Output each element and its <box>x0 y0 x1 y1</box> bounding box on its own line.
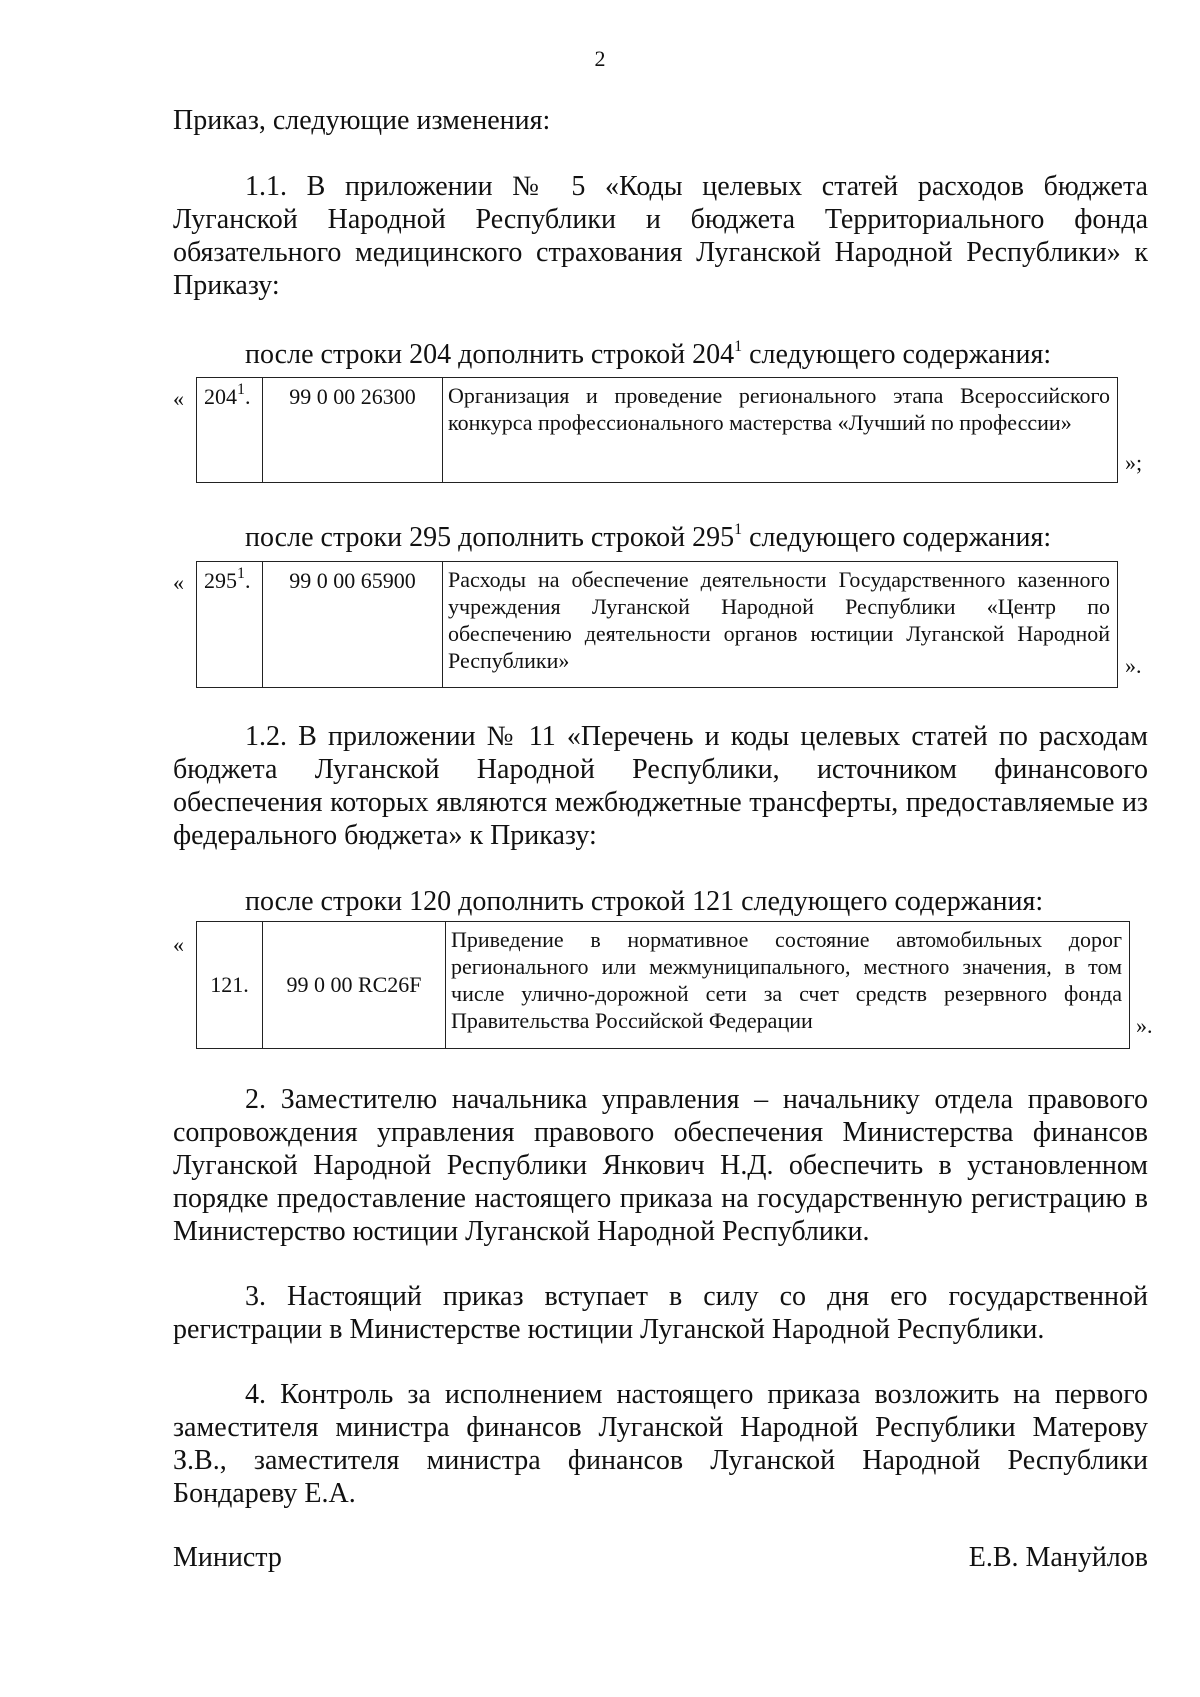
insert-1-lead-text: после строки 204 дополнить строкой 204 <box>245 339 735 370</box>
intro-line: Приказ, следующие изменения: <box>173 105 551 136</box>
insert-3-open-quote: « <box>173 932 184 957</box>
insert-1-table <box>196 377 1118 483</box>
insert-2-lead <box>245 521 1051 554</box>
insert-2-table <box>196 561 1118 688</box>
insert-3-lead: после строки 120 дополнить строкой 121 следующего содержания: <box>245 886 1044 917</box>
code-cell: 99 0 00 65900 <box>263 562 443 688</box>
paragraph-2: 2. Заместителю начальника управления – начальнику отдела правового сопровождения управления правового обеспечения Министерства финансов Луганской Народной Республики Янкович Н.Д. обеспечить в установленном порядке предоставление настоящего приказа на государственную регистрацию в Министерство юстиции Луганской Народной Республики. <box>173 1084 1148 1247</box>
signature-name: Е.В. Мануйлов <box>968 1542 1148 1573</box>
paragraph-1-2: 1.2. В приложении № 11 «Перечень и коды целевых статей по расходам бюджета Луганской Народной Республики, источником финансового обеспечения которых являются межбюджетные трансферты, предоставляемые из федерального бюджета» к Приказу: <box>173 721 1148 851</box>
table-row <box>197 922 1130 1049</box>
signature-title: Министр <box>173 1542 282 1573</box>
insert-1-lead-tail: следующего содержания: <box>742 339 1052 370</box>
insert-2-close: ». <box>1125 653 1142 678</box>
insert-2-open-quote: « <box>173 570 184 595</box>
insert-2-lead-text: после строки 295 дополнить строкой 295 <box>245 522 735 553</box>
row-number-cell: $204^1$. <box>197 378 263 483</box>
table-row <box>197 562 1118 688</box>
table-row <box>197 378 1118 483</box>
insert-3-table <box>196 921 1130 1049</box>
code-cell: 99 0 00 RC26F <box>263 922 446 1049</box>
insert-3-close: ». <box>1136 1013 1153 1038</box>
insert-2-lead-tail: следующего содержания: <box>742 522 1052 553</box>
description-cell: Организация и проведение регионального этапа Всероссийского конкурса профессионального мастерства «Лучший по профессии» <box>443 378 1118 483</box>
paragraph-1-1: 1.1. В приложении № 5 «Коды целевых статей расходов бюджета Луганской Народной Республики и бюджета Территориального фонда обязательного медицинского страхования Луганской Народной Республики» к Приказу: <box>173 171 1148 301</box>
insert-1-close: »; <box>1125 450 1143 475</box>
insert-1-open-quote: « <box>173 386 184 411</box>
paragraph-4: 4. Контроль за исполнением настоящего приказа возложить на первого заместителя министра финансов Луганской Народной Республики Матерову З.В., заместителя министра финансов Луганской Народной Республики Бондареву Е.А. <box>173 1379 1148 1509</box>
page-number: 2 <box>594 46 606 71</box>
insert-1-lead-sup: 1 <box>734 337 743 355</box>
code-cell: 99 0 00 26300 <box>263 378 443 483</box>
insert-1-lead <box>245 338 1051 371</box>
row-number-cell: $295^1$. <box>197 562 263 688</box>
insert-2-lead-sup: 1 <box>734 520 743 538</box>
description-cell: Приведение в нормативное состояние автомобильных дорог регионального или межмуниципального, местного значения, в том числе улично-дорожной сети за счет средств резервного фонда Правительства Российской Федерации <box>446 922 1130 1049</box>
paragraph-3: 3. Настоящий приказ вступает в силу со дня его государственной регистрации в Министерстве юстиции Луганской Народной Республики. <box>173 1281 1148 1345</box>
description-cell: Расходы на обеспечение деятельности Государственного казенного учреждения Луганской Народной Республики «Центр по обеспечению деятельности органов юстиции Луганской Народной Республики» <box>443 562 1118 688</box>
row-number-cell: 121. <box>197 922 263 1049</box>
